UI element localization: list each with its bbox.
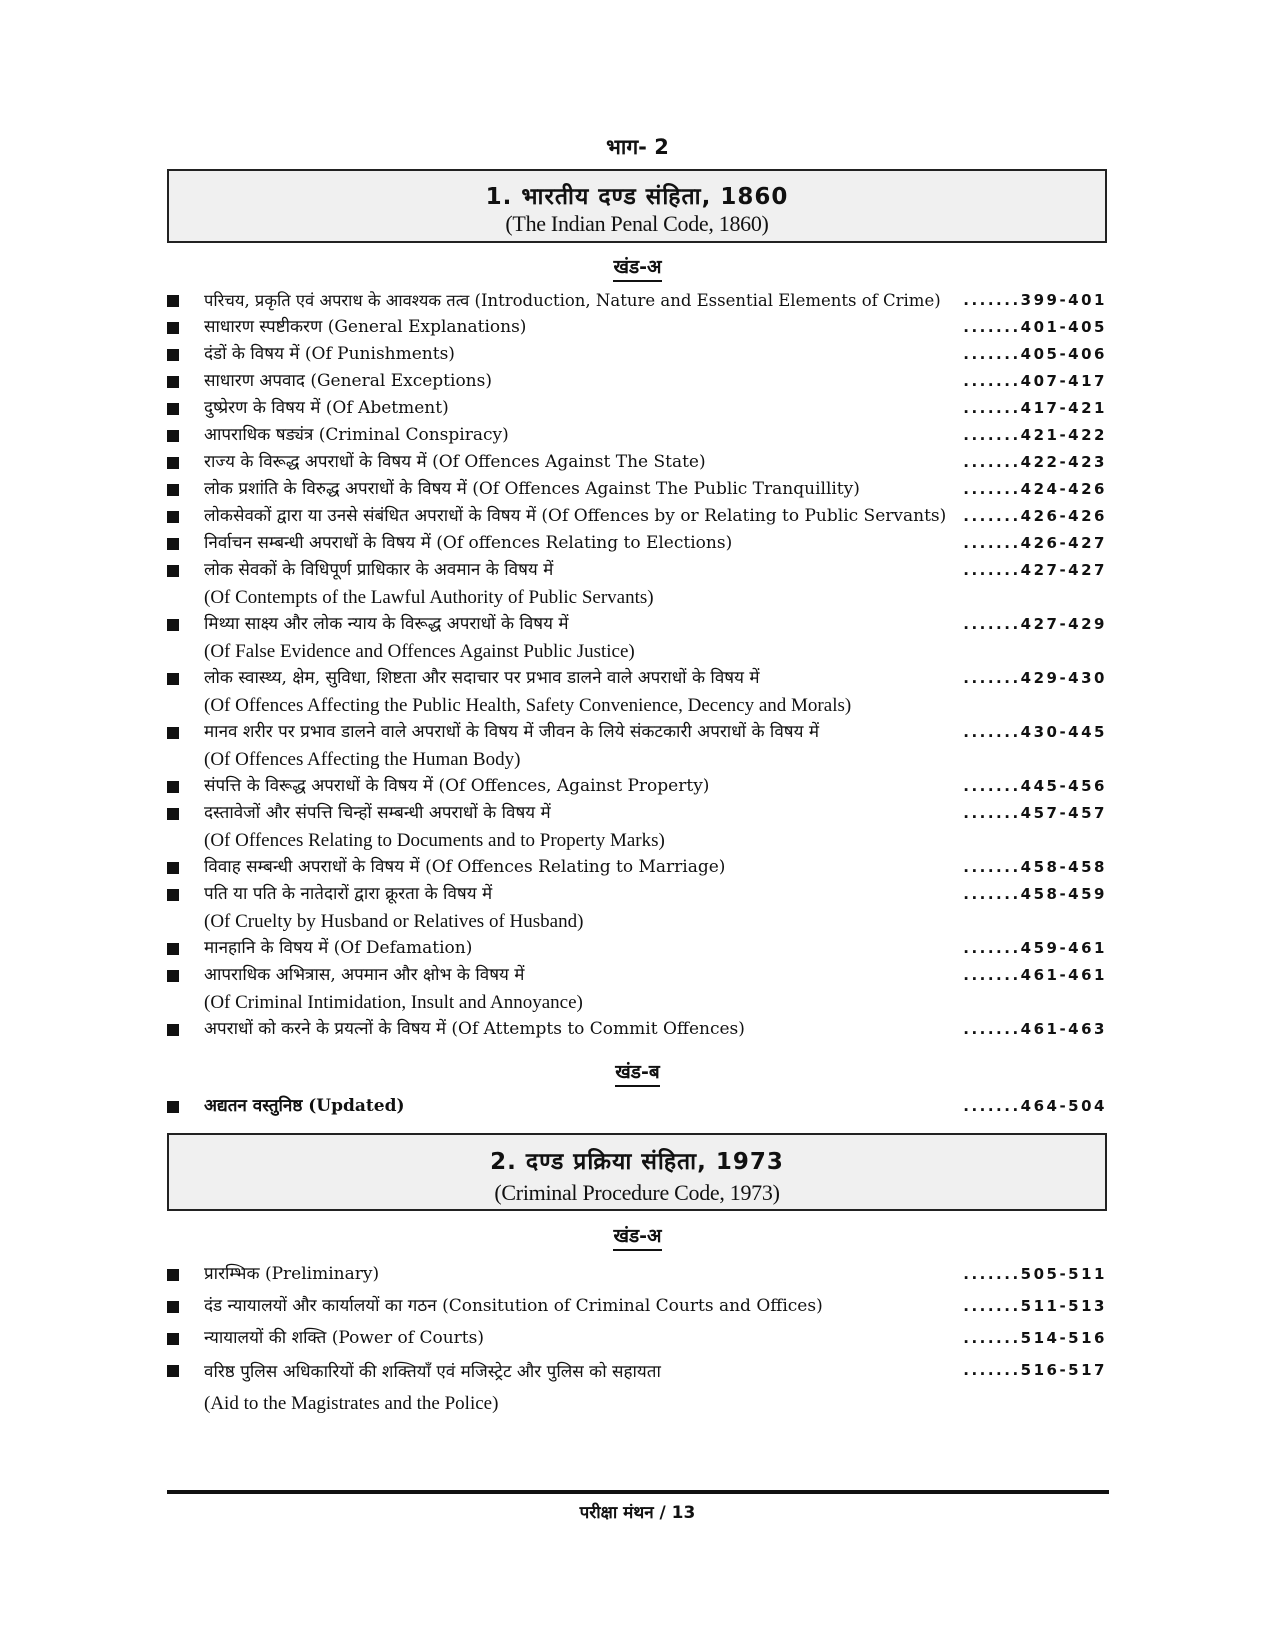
entry-title: प्रारम्भिक (Preliminary) [204, 1264, 380, 1284]
bullet-icon [167, 943, 179, 955]
bullet-icon [167, 538, 179, 550]
entry-title: मानव शरीर पर प्रभाव डालने वाले अपराधों के विषय में जीवन के लिये संकटकारी अपराधों के विषय में (Of Offences Affecting the Human Body) [204, 722, 820, 770]
bullet-icon [167, 403, 179, 415]
bullet-icon [167, 1333, 179, 1345]
page-range: .......459-461 [963, 939, 1107, 957]
entry-title: दंडों के विषय में (Of Punishments) [204, 344, 455, 364]
page-range: .......405-406 [963, 345, 1107, 363]
bullet-icon [167, 862, 179, 874]
bullet-icon [167, 673, 179, 685]
entry-title: आपराधिक षड्यंत्र (Criminal Conspiracy) [204, 425, 509, 445]
page-range: .......457-457 [963, 804, 1107, 822]
page-range: .......511-513 [963, 1297, 1107, 1315]
page-range: .......430-445 [963, 723, 1107, 741]
page-range: .......516-517 [963, 1361, 1107, 1379]
page-range: .......424-426 [963, 480, 1107, 498]
page-range: .......417-421 [963, 399, 1107, 417]
bullet-icon [167, 1365, 179, 1377]
chapter-2-header [167, 1133, 1107, 1211]
part-title: भाग- 2 [606, 135, 669, 159]
entry-title: न्यायालयों की शक्ति (Power of Courts) [204, 1328, 484, 1348]
bullet-icon [167, 781, 179, 793]
entry-title: आपराधिक अभित्रास, अपमान और क्षोभ के विषय में (Of Criminal Intimidation, Insult and Annoyance) [204, 965, 583, 1013]
page-range: .......445-456 [963, 777, 1107, 795]
page-range: .......429-430 [963, 669, 1107, 687]
chapter-1-title-english: (The Indian Penal Code, 1860) [505, 211, 769, 236]
page-range: .......426-427 [963, 534, 1107, 552]
bullet-icon [167, 322, 179, 334]
entry-title: लोक प्रशांति के विरुद्ध अपराधों के विषय में (Of Offences Against The Public Tranquillity) [204, 479, 860, 499]
entry-title: निर्वाचन सम्बन्धी अपराधों के विषय में (Of offences Relating to Elections) [204, 533, 733, 553]
page-range: .......461-463 [963, 1020, 1107, 1038]
page-footer: परीक्षा मंथन / 13 [579, 1503, 696, 1523]
bullet-icon [167, 565, 179, 577]
bullet-icon [167, 349, 179, 361]
bullet-icon [167, 511, 179, 523]
page-range: .......464-504 [963, 1097, 1107, 1115]
entry-title: अपराधों को करने के प्रयत्नों के विषय में (Of Attempts to Commit Offences) [204, 1019, 745, 1039]
bullet-icon [167, 727, 179, 739]
page-range: .......461-461 [963, 966, 1107, 984]
bullet-icon [167, 376, 179, 388]
bullet-icon [167, 484, 179, 496]
bullet-icon [167, 889, 179, 901]
entry-title: दुष्प्रेरण के विषय में (Of Abetment) [204, 398, 449, 418]
bullet-icon [167, 430, 179, 442]
page-range: .......427-429 [963, 615, 1107, 633]
bullet-icon [167, 970, 179, 982]
section-heading-text: खंड-अ [613, 256, 661, 282]
page-range: .......399-401 [963, 291, 1107, 309]
entry-title: दंड न्यायालयों और कार्यालयों का गठन (Consitution of Criminal Courts and Offices) [204, 1296, 823, 1316]
entry-title: लोक स्वास्थ्य, क्षेम, सुविधा, शिष्टता और सदाचार पर प्रभाव डालने वाले अपराधों के विषय में (Of Offences Affecting the Public Health, Safety Convenience, Decency and Morals) [204, 668, 852, 716]
footer-rule [167, 1490, 1109, 1494]
entry-title: मिथ्या साक्ष्य और लोक न्याय के विरूद्ध अपराधों के विषय में (Of False Evidence and Offences Against Public Justice) [204, 614, 635, 662]
entry-title: लोक सेवकों के विधिपूर्ण प्राधिकार के अवमान के विषय में (Of Contempts of the Lawful Authority of Public Servants) [204, 560, 654, 608]
entry-title: पति या पति के नातेदारों द्वारा क्रूरता के विषय में (Of Cruelty by Husband or Relatives of Husband) [204, 884, 584, 932]
section-heading-text: खंड-अ [613, 1225, 661, 1251]
bullet-icon [167, 457, 179, 469]
bullet-icon [167, 1024, 179, 1036]
section-heading [0, 253, 1275, 279]
page-range: .......407-417 [963, 372, 1107, 390]
entry-title: साधारण अपवाद (General Exceptions) [204, 371, 492, 391]
entry-title: संपत्ति के विरूद्ध अपराधों के विषय में (Of Offences, Against Property) [204, 776, 710, 796]
chapter-1-title-hindi: 1. भारतीय दण्ड संहिता, 1860 [485, 184, 789, 210]
page-range: .......514-516 [963, 1329, 1107, 1347]
entry-title: विवाह सम्बन्धी अपराधों के विषय में (Of Offences Relating to Marriage) [204, 857, 726, 877]
page-range: .......505-511 [963, 1265, 1107, 1283]
page-range: .......422-423 [963, 453, 1107, 471]
entry-title: राज्य के विरूद्ध अपराधों के विषय में (Of Offences Against The State) [204, 452, 706, 472]
page-range: .......427-427 [963, 561, 1107, 579]
bullet-icon [167, 295, 179, 307]
chapter-1-header [167, 169, 1107, 243]
page-range: .......421-422 [963, 426, 1107, 444]
page-range: .......426-426 [963, 507, 1107, 525]
entry-title: परिचय, प्रकृति एवं अपराध के आवश्यक तत्व (Introduction, Nature and Essential Elements of Crime) [204, 291, 941, 310]
entry-title: साधारण स्पष्टीकरण (General Explanations) [204, 317, 527, 337]
bullet-icon [167, 619, 179, 631]
bullet-icon [167, 1101, 179, 1113]
bullet-icon [167, 1301, 179, 1313]
entry-title: लोकसेवकों द्वारा या उनसे संबंधित अपराधों के विषय में (Of Offences by or Relating to Public Servants) [204, 506, 947, 526]
section-heading-text: खंड-ब [615, 1061, 659, 1087]
section-heading [0, 1058, 1275, 1084]
section-heading [0, 1222, 1275, 1248]
bullet-icon [167, 808, 179, 820]
page-range: .......458-458 [963, 858, 1107, 876]
page-range: .......401-405 [963, 318, 1107, 336]
entry-title: अद्यतन वस्तुनिष्ठ (Updated) [204, 1096, 405, 1116]
entry-title: दस्तावेजों और संपत्ति चिन्हों सम्बन्धी अपराधों के विषय में (Of Offences Relating to Documents and to Property Marks) [204, 803, 665, 851]
page-range: .......458-459 [963, 885, 1107, 903]
entry-title: वरिष्ठ पुलिस अधिकारियों की शक्तियाँ एवं मजिस्ट्रेट और पुलिस को सहायता (Aid to the Magistrates and the Police) [204, 1362, 661, 1414]
bullet-icon [167, 1269, 179, 1281]
entry-title: मानहानि के विषय में (Of Defamation) [204, 938, 473, 958]
chapter-2-title-english: (Criminal Procedure Code, 1973) [494, 1180, 780, 1205]
chapter-2-title-hindi: 2. दण्ड प्रक्रिया संहिता, 1973 [490, 1149, 784, 1175]
